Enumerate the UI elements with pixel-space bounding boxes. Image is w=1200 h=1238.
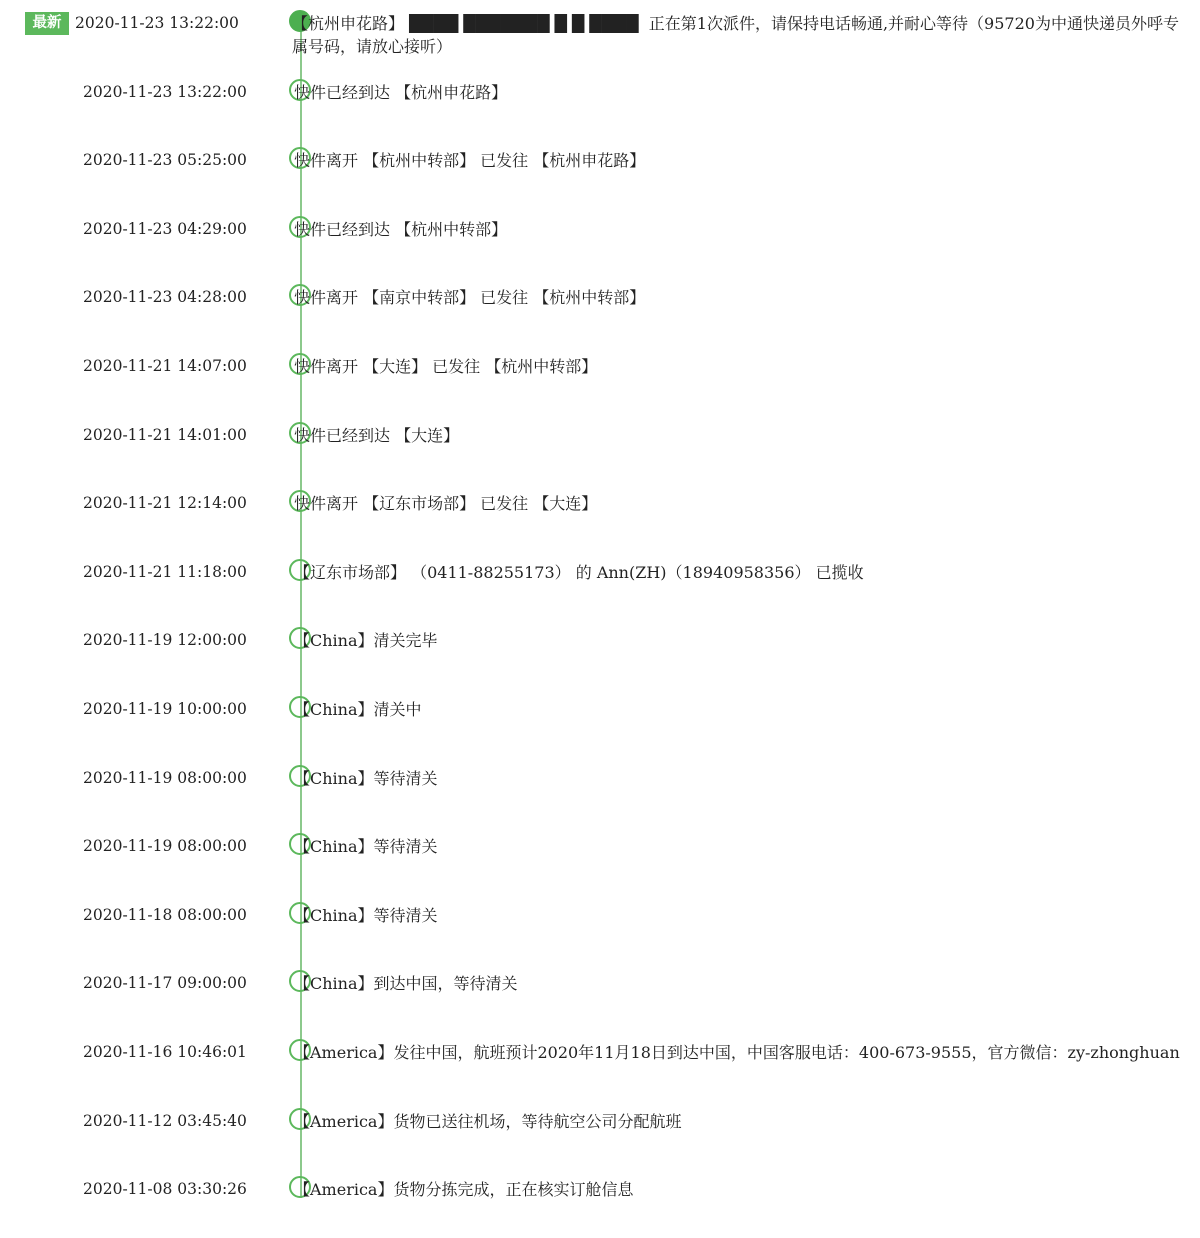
event-time: 2020-11-23 13:22:00 — [75, 14, 239, 32]
tracking-event — [0, 149, 1200, 209]
event-time: 2020-11-17 09:00:00 — [83, 974, 247, 993]
event-description: 【China】等待清关 — [294, 837, 438, 857]
event-time: 2020-11-23 04:29:00 — [83, 219, 247, 238]
event-description: 【China】等待清关 — [294, 905, 438, 925]
event-time: 2020-11-19 08:00:00 — [83, 768, 247, 787]
event-time: 2020-11-21 14:01:00 — [83, 425, 247, 444]
event-description: 快件离开 【大连】 已发往 【杭州中转部】 — [294, 357, 598, 376]
event-description: 【America】发往中国，航班预计2020年11月18日到达中国，中国客服电话：400-673-9555，官方微信：zy-zhonghuan — [294, 1043, 1180, 1062]
event-description: 【China】等待清关 — [294, 768, 438, 788]
tracking-event — [0, 767, 1200, 827]
event-description: 【杭州申花路】 ████ ███████ █ █ ████ 正在第1次派件，请保持电话畅通,并耐心等待（95720为中通快递员外呼专属号码，请放心接听） — [292, 14, 1179, 56]
event-description: 快件离开 【南京中转部】 已发往 【杭州中转部】 — [294, 288, 646, 308]
event-description: 快件已经到达 【杭州申花路】 — [294, 82, 508, 102]
event-time: 2020-11-21 11:18:00 — [83, 562, 247, 581]
tracking-event — [0, 698, 1200, 758]
event-description: 快件离开 【杭州中转部】 已发往 【杭州申花路】 — [294, 151, 646, 171]
event-description: 【辽东市场部】 （0411-88255173） 的 Ann(ZH)（18940958356） 已揽收 — [294, 562, 864, 582]
event-time: 2020-11-23 05:25:00 — [83, 151, 247, 170]
tracking-event — [0, 835, 1200, 895]
tracking-event — [0, 972, 1200, 1032]
event-time: 2020-11-08 03:30:26 — [83, 1180, 247, 1199]
tracking-event — [0, 629, 1200, 689]
event-time: 2020-11-23 04:28:00 — [83, 288, 247, 307]
tracking-event — [0, 1110, 1200, 1170]
latest-badge: 最新 — [25, 12, 69, 35]
tracking-event — [0, 904, 1200, 964]
event-time: 2020-11-19 10:00:00 — [83, 700, 247, 718]
tracking-event — [0, 1178, 1200, 1238]
tracking-event — [0, 492, 1200, 552]
event-description: 【America】货物已送往机场，等待航空公司分配航班 — [294, 1111, 682, 1131]
event-description: 快件已经到达 【大连】 — [294, 425, 460, 445]
event-time: 2020-11-19 12:00:00 — [83, 631, 247, 650]
event-time: 2020-11-12 03:45:40 — [83, 1111, 247, 1130]
tracking-event — [0, 424, 1200, 484]
tracking-event — [0, 12, 1200, 72]
event-description: 【China】清关中 — [294, 700, 422, 719]
event-time: 2020-11-21 14:07:00 — [83, 357, 247, 375]
tracking-event — [0, 286, 1200, 346]
event-description: 【China】清关完毕 — [294, 631, 438, 651]
event-description: 【America】货物分拣完成，正在核实订舱信息 — [294, 1180, 634, 1200]
tracking-event — [0, 1041, 1200, 1101]
event-time: 2020-11-16 10:46:01 — [83, 1043, 247, 1061]
tracking-event — [0, 81, 1200, 141]
tracking-event — [0, 355, 1200, 415]
event-time: 2020-11-18 08:00:00 — [83, 905, 247, 924]
tracking-event — [0, 561, 1200, 621]
event-description: 快件离开 【辽东市场部】 已发往 【大连】 — [294, 494, 598, 514]
event-time: 2020-11-19 08:00:00 — [83, 837, 247, 856]
tracking-event — [0, 218, 1200, 278]
event-time: 2020-11-21 12:14:00 — [83, 494, 247, 513]
event-description: 【China】到达中国，等待清关 — [294, 974, 518, 994]
event-description: 快件已经到达 【杭州中转部】 — [294, 219, 508, 239]
event-time: 2020-11-23 13:22:00 — [83, 82, 247, 101]
